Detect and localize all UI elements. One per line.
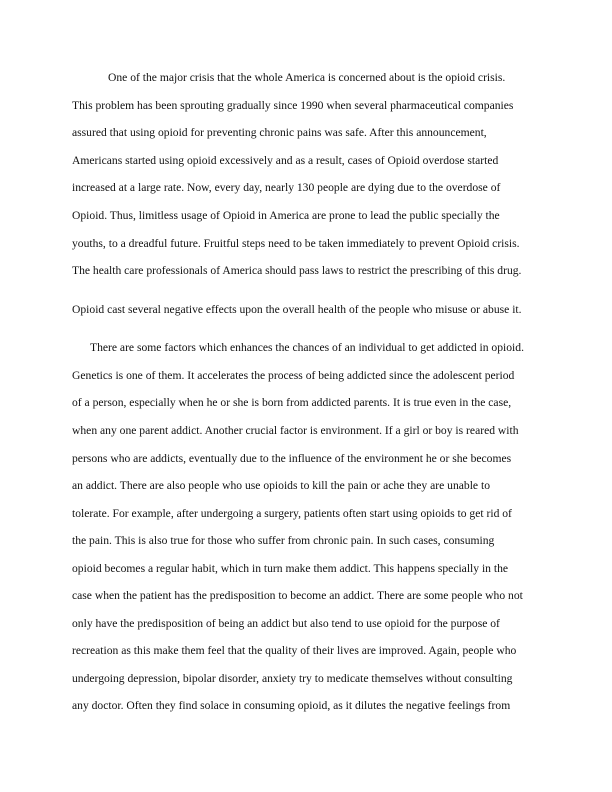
paragraph-3-line-4: when any one parent addict. Another crucial factor is environment. If a girl or boy is reared with	[72, 424, 519, 437]
paragraph-1-line-8: The health care professionals of America should pass laws to restrict the prescribing of this drug.	[72, 264, 522, 277]
paragraph-3-line-7: tolerate. For example, after undergoing a surgery, patients often start using opioids to get rid of	[72, 507, 512, 520]
paragraph-3-line-8: the pain. This is also true for those who suffer from chronic pain. In such cases, consuming	[72, 534, 495, 547]
paragraph-3-line-1: There are some factors which enhances the chances of an individual to get addicted in opioid.	[90, 341, 524, 354]
paragraph-3-line-12: recreation as this make them feel that the quality of their lives are improved. Again, people who	[72, 644, 517, 657]
paragraph-1-line-3: assured that using opioid for preventing chronic pains was safe. After this announcement,	[72, 126, 487, 139]
paragraph-1-line-1: One of the major crisis that the whole America is concerned about is the opioid crisis.	[108, 71, 506, 84]
paragraph-3-line-11: only have the predisposition of being an addict but also tend to use opioid for the purpose of	[72, 617, 500, 630]
paragraph-1-line-4: Americans started using opioid excessively and as a result, cases of Opioid overdose started	[72, 154, 499, 167]
paragraph-3-line-6: an addict. There are also people who use opioids to kill the pain or ache they are unable to	[72, 479, 490, 492]
paragraph-3-line-5: persons who are addicts, eventually due to the influence of the environment he or she becomes	[72, 452, 512, 465]
paragraph-3-line-13: undergoing depression, bipolar disorder, anxiety try to medicate themselves without consulting	[72, 672, 513, 685]
paragraph-2-line-1: Opioid cast several negative effects upon the overall health of the people who misuse or abuse it.	[72, 303, 522, 316]
paragraph-1-line-7: youths, to a dreadful future. Fruitful steps need to be taken immediately to prevent Opioid crisis.	[72, 237, 520, 250]
paragraph-1-line-2: This problem has been sprouting gradually since 1990 when several pharmaceutical companies	[72, 99, 514, 112]
paragraph-3-line-3: of a person, especially when he or she is born from addicted parents. It is true even in the case,	[72, 396, 512, 409]
paragraph-3-line-9: opioid becomes a regular habit, which in turn make them addict. This happens specially in the	[72, 562, 509, 575]
paragraph-3-line-10: case when the patient has the predisposition to become an addict. There are some people who not	[72, 589, 523, 602]
paragraph-1-line-6: Opioid. Thus, limitless usage of Opioid in America are prone to lead the public specially the	[72, 209, 500, 222]
paragraph-3-line-14: any doctor. Often they find solace in consuming opioid, as it dilutes the negative feelings from	[72, 699, 511, 712]
paragraph-1-line-5: increased at a large rate. Now, every day, nearly 130 people are dying due to the overdose of	[72, 181, 501, 194]
paragraph-3-line-2: Genetics is one of them. It accelerates the process of being addicted since the adolescent period	[72, 369, 515, 382]
